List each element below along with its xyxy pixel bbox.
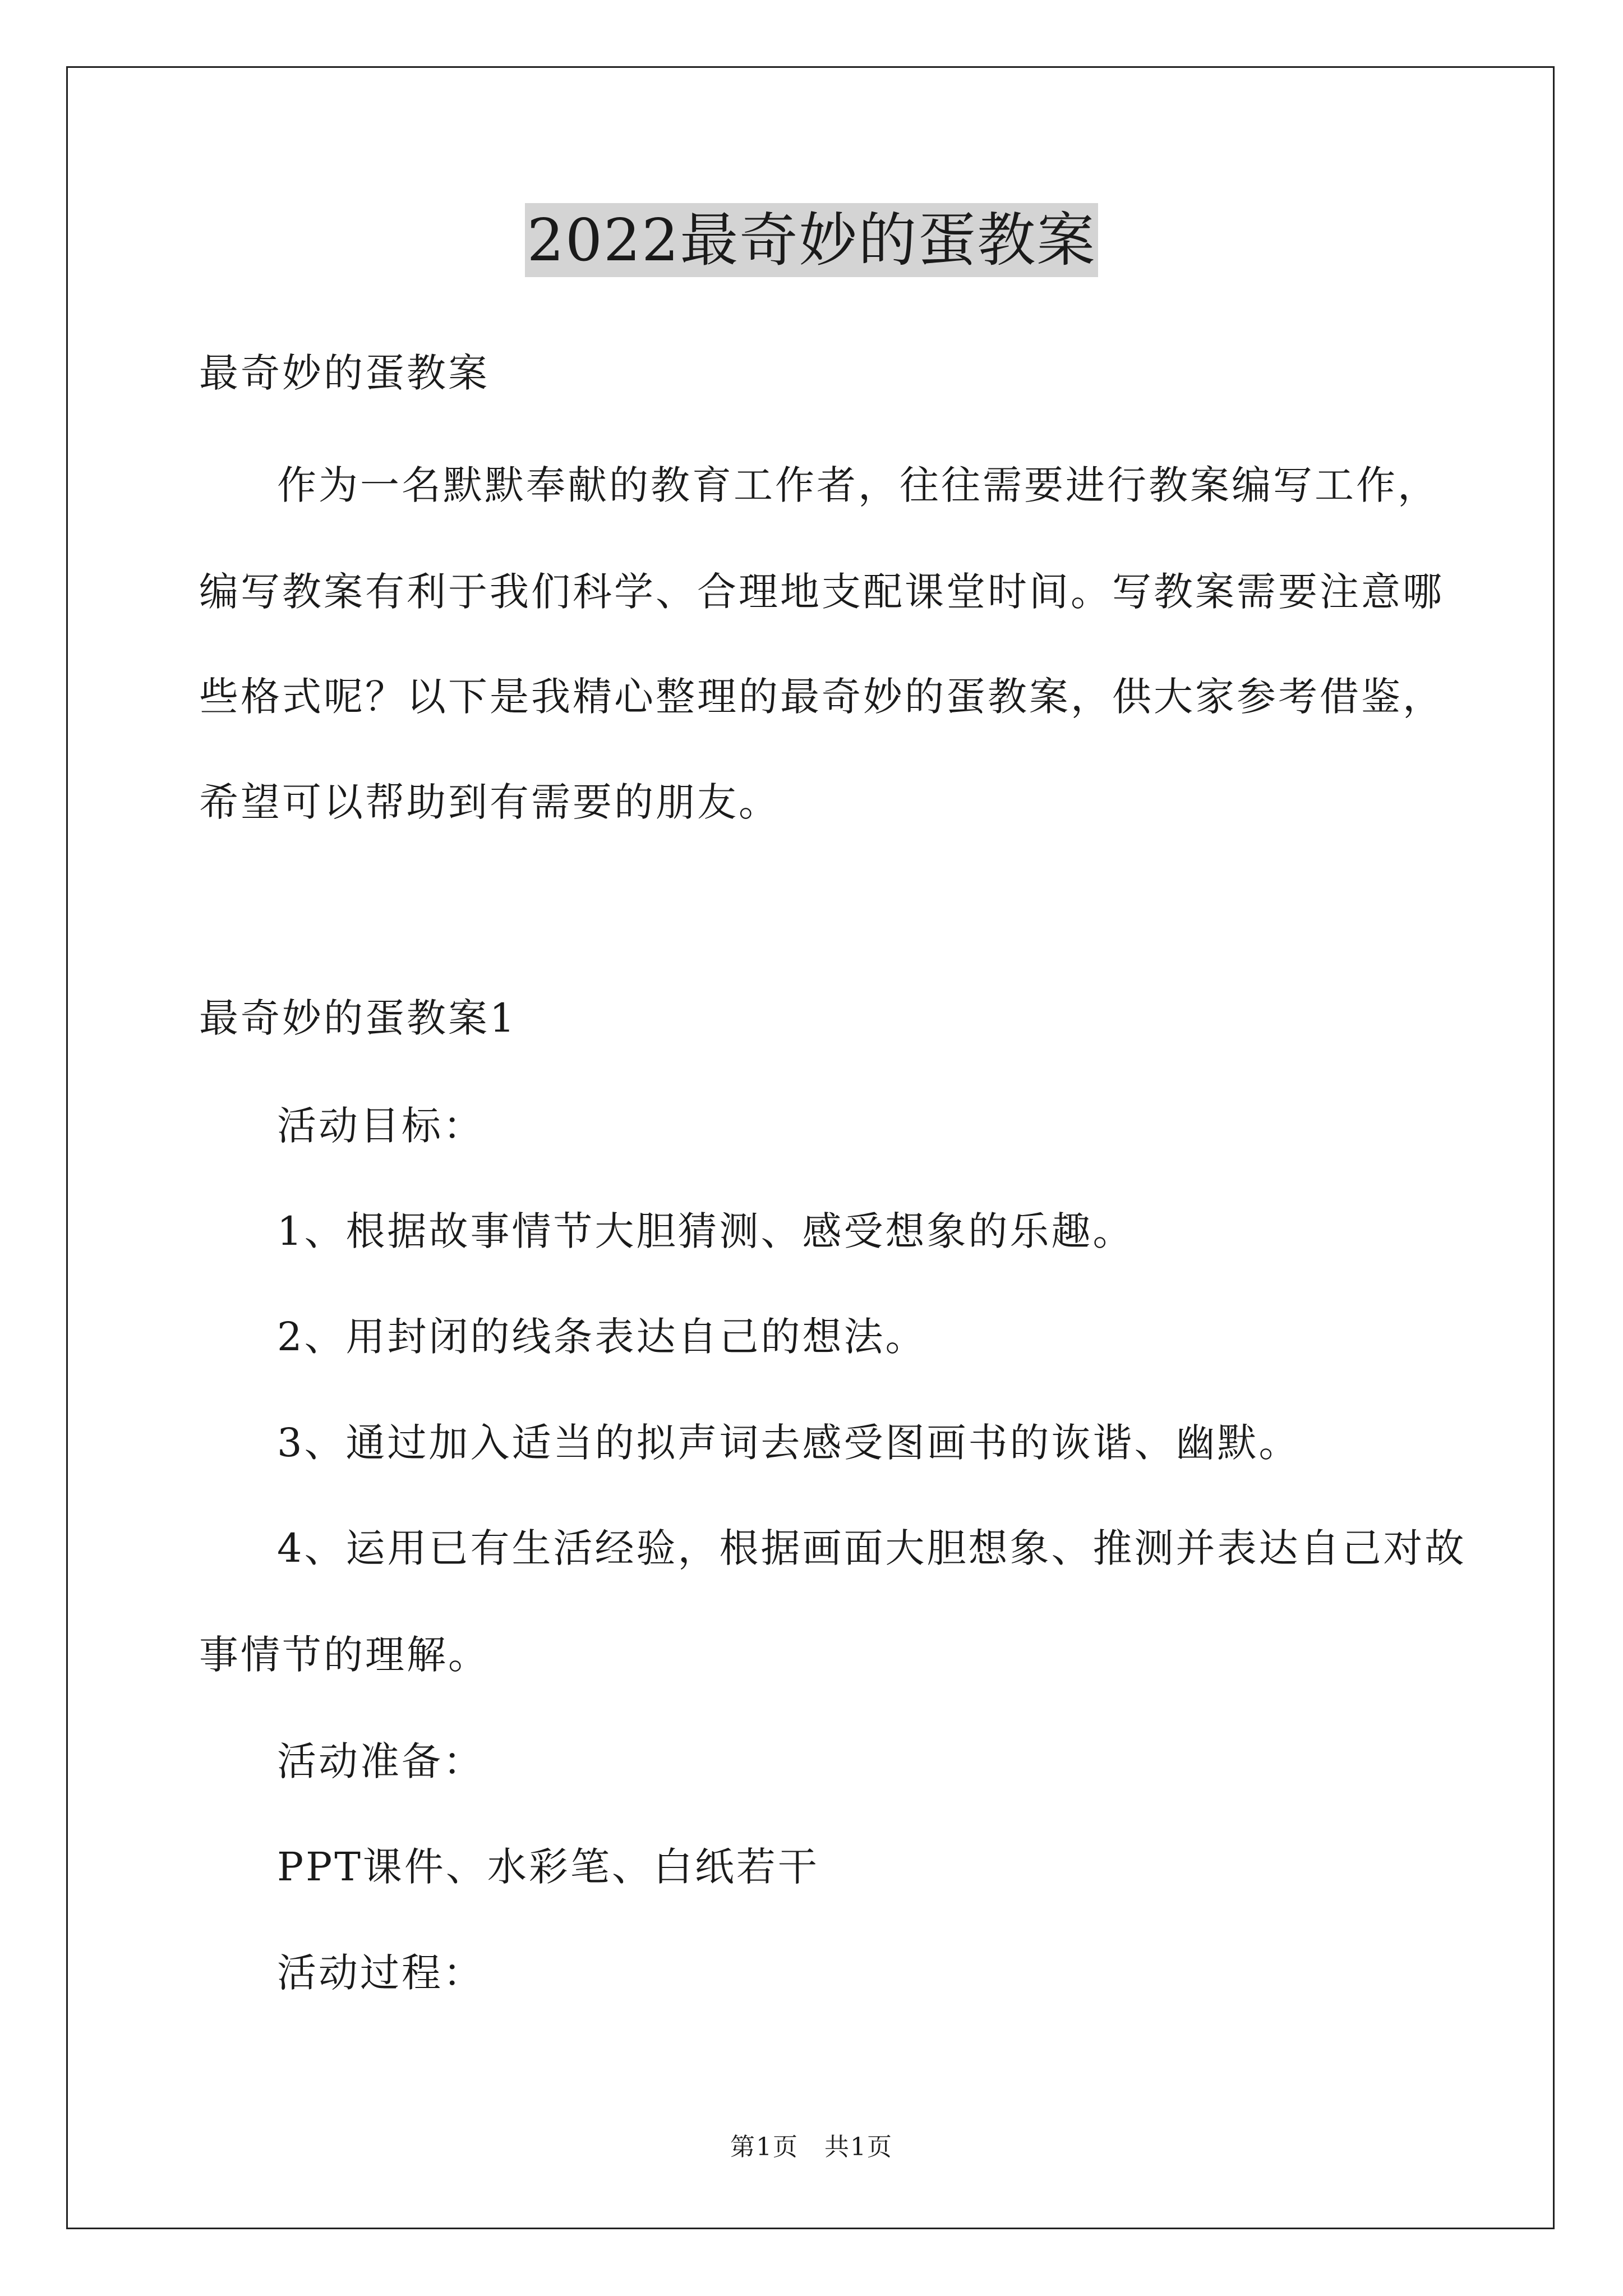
title-container xyxy=(0,203,1623,277)
goals-label: 活动目标： xyxy=(277,1103,485,1149)
goal-item-2: 2、用封闭的线条表达自己的想法。 xyxy=(277,1314,927,1360)
page-footer: 第1页 共1页 xyxy=(730,2133,893,2161)
intro-line-4: 希望可以帮助到有需要的朋友。 xyxy=(199,779,780,825)
prep-label: 活动准备： xyxy=(277,1738,485,1784)
prep-items: PPT课件、水彩笔、白纸若干 xyxy=(277,1844,819,1890)
goal-item-4-continued: 事情节的理解。 xyxy=(199,1632,490,1678)
goal-item-1: 1、根据故事情节大胆猜测、感受想象的乐趣。 xyxy=(277,1208,1135,1254)
section-heading: 最奇妙的蛋教案1 xyxy=(199,995,517,1041)
intro-line-1: 作为一名默默奉献的教育工作者，往往需要进行教案编写工作， xyxy=(277,462,1439,508)
goal-item-4: 4、运用已有生活经验，根据画面大胆想象、推测并表达自己对故 xyxy=(277,1525,1467,1571)
intro-line-3: 些格式呢？以下是我精心整理的最奇妙的蛋教案，供大家参考借鉴， xyxy=(199,674,1444,720)
document-title: 2022最奇妙的蛋教案 xyxy=(525,203,1099,277)
goal-item-3: 3、通过加入适当的拟声词去感受图画书的诙谐、幽默。 xyxy=(277,1420,1301,1466)
process-label: 活动过程： xyxy=(277,1950,485,1996)
intro-line-2: 编写教案有利于我们科学、合理地支配课堂时间。写教案需要注意哪 xyxy=(199,569,1444,615)
document-subtitle: 最奇妙的蛋教案 xyxy=(199,350,490,396)
